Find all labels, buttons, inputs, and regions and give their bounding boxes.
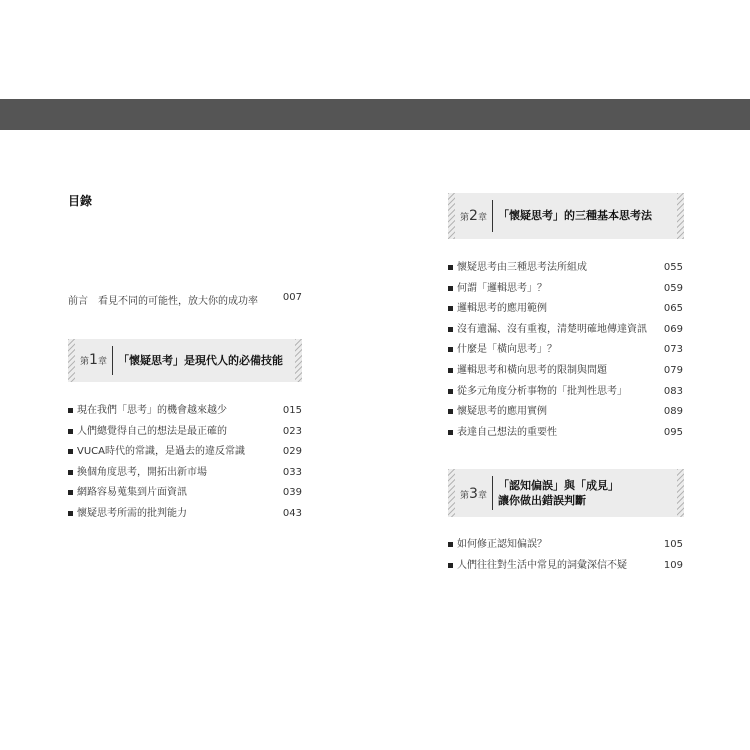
chapter-number-label: 第1章 bbox=[80, 352, 107, 368]
toc-entry[interactable]: 網路容易蒐集到片面資訊 039 bbox=[68, 486, 302, 507]
chapter-divider bbox=[112, 346, 113, 375]
toc-entry[interactable]: 何謂「邏輯思考」？ 059 bbox=[448, 282, 683, 303]
chapter-1-entries bbox=[68, 404, 302, 528]
bullet-icon bbox=[448, 389, 453, 394]
bullet-icon bbox=[448, 563, 453, 568]
bullet-icon bbox=[448, 327, 453, 332]
toc-entry[interactable]: 邏輯思考和橫向思考的限制與問題 079 bbox=[448, 364, 683, 385]
preface-entry[interactable] bbox=[68, 292, 302, 306]
toc-entry[interactable]: 邏輯思考的應用範例 065 bbox=[448, 302, 683, 323]
bullet-icon bbox=[448, 368, 453, 373]
toc-entry[interactable]: 人們往往對生活中常見的詞彙深信不疑 109 bbox=[448, 559, 683, 580]
bullet-icon bbox=[448, 542, 453, 547]
bullet-icon bbox=[448, 286, 453, 291]
bullet-icon bbox=[448, 306, 453, 311]
bullet-icon bbox=[68, 470, 73, 475]
chapter-title: 「懷疑思考」是現代人的必備技能 bbox=[118, 354, 283, 367]
bullet-icon bbox=[68, 408, 73, 413]
hatch-decoration-right bbox=[677, 469, 684, 517]
chapter-divider bbox=[492, 200, 493, 232]
hatch-decoration-left bbox=[448, 193, 455, 239]
preface-title: 看見不同的可能性，放大你的成功率 bbox=[98, 296, 258, 307]
toc-entry[interactable]: 如何修正認知偏誤？ 105 bbox=[448, 538, 683, 559]
chapter-number-label: 第2章 bbox=[460, 208, 487, 224]
bullet-icon bbox=[448, 409, 453, 414]
chapter-3-entries bbox=[448, 538, 683, 579]
chapter-3-heading[interactable] bbox=[448, 469, 684, 517]
chapter-title: 「懷疑思考」的三種基本思考法 bbox=[498, 209, 652, 222]
bullet-icon bbox=[68, 490, 73, 495]
toc-entry[interactable]: 現在我們「思考」的機會越來越少 015 bbox=[68, 404, 302, 425]
toc-entry[interactable]: 懷疑思考所需的批判能力 043 bbox=[68, 507, 302, 528]
toc-entry[interactable]: VUCA時代的常識，是過去的違反常識 029 bbox=[68, 445, 302, 466]
toc-title: 目錄 bbox=[68, 194, 93, 208]
hatch-decoration-left bbox=[68, 339, 75, 382]
preface-label: 前言 bbox=[68, 296, 88, 307]
chapter-1-heading[interactable] bbox=[68, 339, 302, 382]
toc-entry[interactable]: 懷疑思考由三種思考法所組成 055 bbox=[448, 261, 683, 282]
bullet-icon bbox=[68, 429, 73, 434]
preface-page-number: 007 bbox=[282, 292, 302, 303]
hatch-decoration-left bbox=[448, 469, 455, 517]
toc-entry[interactable]: 沒有遺漏、沒有重複，清楚明確地傳達資訊 069 bbox=[448, 323, 683, 344]
toc-entry[interactable]: 從多元角度分析事物的「批判性思考」 083 bbox=[448, 385, 683, 406]
chapter-number-label: 第3章 bbox=[460, 486, 487, 502]
chapter-title: 「認知偏誤」與「成見」 讓你做出錯誤判斷 bbox=[498, 479, 619, 507]
bullet-icon bbox=[448, 347, 453, 352]
toc-entry[interactable]: 表達自己想法的重要性 095 bbox=[448, 426, 683, 447]
toc-entry[interactable]: 人們總覺得自己的想法是最正確的 023 bbox=[68, 425, 302, 446]
header-band bbox=[0, 99, 750, 130]
toc-entry[interactable]: 懷疑思考的應用實例 089 bbox=[448, 405, 683, 426]
bullet-icon bbox=[68, 511, 73, 516]
chapter-2-heading[interactable] bbox=[448, 193, 684, 239]
chapter-2-entries bbox=[448, 261, 683, 446]
hatch-decoration-right bbox=[677, 193, 684, 239]
hatch-decoration-right bbox=[295, 339, 302, 382]
toc-entry[interactable]: 換個角度思考，開拓出新市場 033 bbox=[68, 466, 302, 487]
toc-entry[interactable]: 什麼是「橫向思考」？ 073 bbox=[448, 343, 683, 364]
bullet-icon bbox=[448, 265, 453, 270]
bullet-icon bbox=[448, 430, 453, 435]
chapter-divider bbox=[492, 476, 493, 510]
bullet-icon bbox=[68, 449, 73, 454]
